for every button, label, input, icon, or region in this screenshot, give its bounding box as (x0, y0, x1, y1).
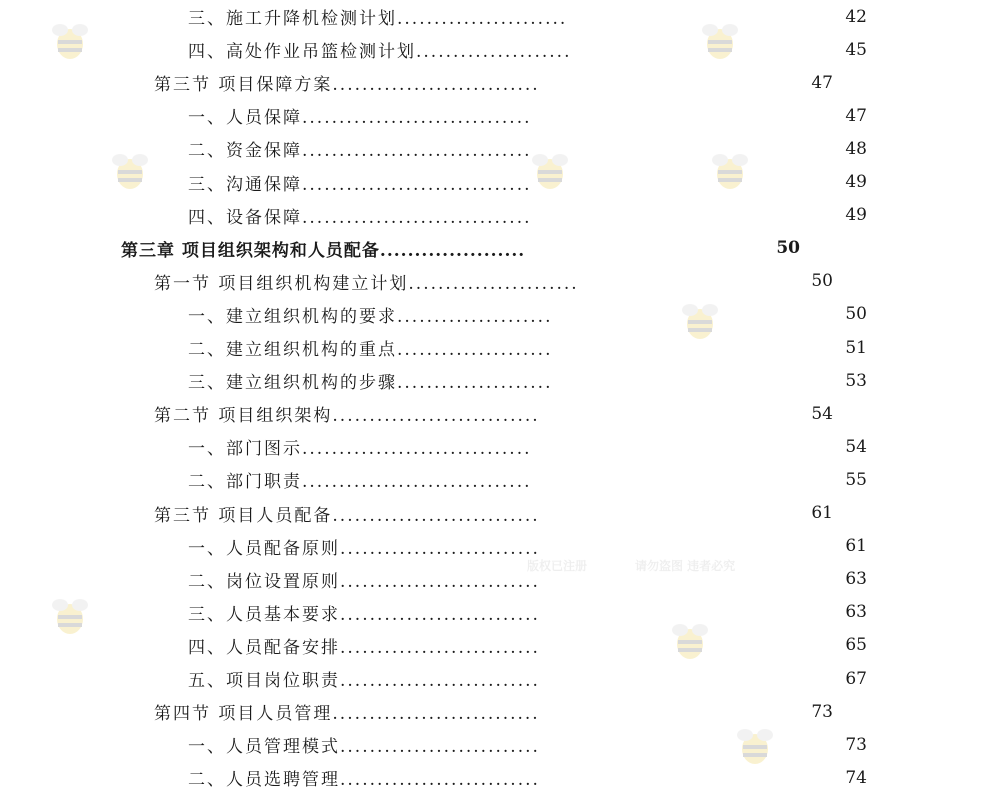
toc-entry-title: 四、高处作业吊篮检测计划..................... (188, 42, 572, 63)
toc-entry-section (0, 397, 954, 430)
toc-entry-page-number: 50 (811, 271, 833, 292)
toc-entry-title: 一、部门图示............................... (188, 439, 532, 460)
toc-entry-item (0, 0, 988, 33)
toc-entry-page-number: 49 (845, 205, 867, 226)
toc-entry-title: 第三节 项目保障方案............................ (154, 75, 540, 96)
toc-entry-page-number: 54 (845, 436, 867, 457)
toc-entry-item (0, 298, 988, 331)
toc-entry-item (0, 761, 988, 794)
toc-entry-page-number: 47 (811, 72, 833, 93)
toc-entry-page-number: 48 (845, 138, 867, 159)
toc-entry-page-number: 61 (811, 503, 833, 523)
toc-entry-page-number: 73 (845, 734, 867, 755)
toc-entry-page-number: 50 (776, 238, 800, 259)
toc-entry-item (0, 99, 988, 132)
toc-entry-item (0, 662, 988, 695)
toc-entry-item (0, 629, 988, 662)
toc-entry-item (0, 33, 988, 66)
toc-entry-item (0, 166, 988, 199)
toc-entry-item (0, 331, 988, 364)
toc-entry-page-number: 45 (845, 39, 867, 60)
toc-entry-title: 二、建立组织机构的重点..................... (188, 340, 553, 360)
toc-entry-title: 二、岗位设置原则........................... (188, 571, 540, 592)
toc-entry-item (0, 530, 988, 563)
toc-entry-title: 五、项目岗位职责........................... (188, 671, 540, 691)
toc-entry-page-number: 65 (845, 635, 867, 656)
toc-entry-section (0, 66, 954, 99)
toc-entry-section (0, 265, 954, 298)
watermark-text: 请勿盗图 违者必究 (635, 559, 736, 573)
toc-entry-title: 第三节 项目人员配备............................ (154, 505, 540, 526)
toc-entry-title: 三、人员基本要求........................... (188, 604, 540, 625)
toc-entry-page-number: 50 (845, 304, 867, 325)
toc-entry-title: 第二节 项目组织架构............................ (154, 406, 540, 427)
toc-entry-page-number: 63 (845, 569, 867, 590)
toc-entry-title: 三、建立组织机构的步骤..................... (188, 373, 553, 394)
toc-entry-title: 四、人员配备安排........................... (188, 637, 540, 658)
toc-entry-page-number: 67 (845, 668, 867, 689)
toc-entry-page-number: 42 (845, 6, 867, 27)
toc-entry-page-number: 49 (845, 172, 867, 192)
toc-entry-page-number: 63 (845, 602, 867, 623)
toc-entry-title: 一、建立组织机构的要求..................... (188, 306, 553, 327)
watermark-text: 版权已注册 (527, 559, 588, 573)
toc-entry-item (0, 199, 988, 232)
toc-entry-page-number: 74 (845, 767, 867, 788)
toc-entry-page-number: 51 (845, 337, 867, 358)
toc-entry-item (0, 596, 988, 629)
toc-entry-title: 三、施工升降机检测计划....................... (188, 9, 568, 29)
toc-entry-page-number: 73 (811, 701, 833, 722)
toc-entry-title: 一、人员保障............................... (188, 108, 532, 129)
toc-entry-page-number: 47 (845, 105, 867, 126)
toc-entry-title: 二、资金保障............................... (188, 141, 532, 162)
toc-entry-section (0, 695, 954, 728)
toc-entry-item (0, 463, 988, 496)
toc-entry-section (0, 497, 954, 530)
toc-entry-title: 二、人员选聘管理........................... (188, 770, 540, 791)
toc-entry-page-number: 55 (845, 469, 867, 490)
toc-entry-item (0, 132, 988, 165)
toc-entry-title: 二、部门职责............................... (188, 472, 532, 493)
toc-entry-page-number: 53 (845, 370, 867, 391)
toc-entry-title: 一、人员管理模式........................... (188, 737, 540, 758)
toc-entry-item (0, 430, 988, 463)
toc-entry-title: 第一节 项目组织机构建立计划....................... (154, 273, 579, 294)
toc-entry-page-number: 61 (845, 536, 867, 557)
toc-entry-item (0, 364, 988, 397)
toc-entry-chapter (0, 232, 921, 265)
toc-entry-title: 三、沟通保障............................... (188, 174, 532, 195)
toc-entry-title: 四、设备保障............................... (188, 207, 532, 228)
toc-entry-item (0, 728, 988, 761)
toc-entry-item (0, 563, 988, 596)
toc-entry-title: 一、人员配备原则........................... (188, 538, 540, 559)
toc-entry-title: 第三章 项目组织架构和人员配备..................... (121, 240, 526, 261)
toc-entry-title: 第四节 项目人员管理............................ (154, 704, 540, 725)
toc-entry-page-number: 54 (811, 403, 833, 424)
